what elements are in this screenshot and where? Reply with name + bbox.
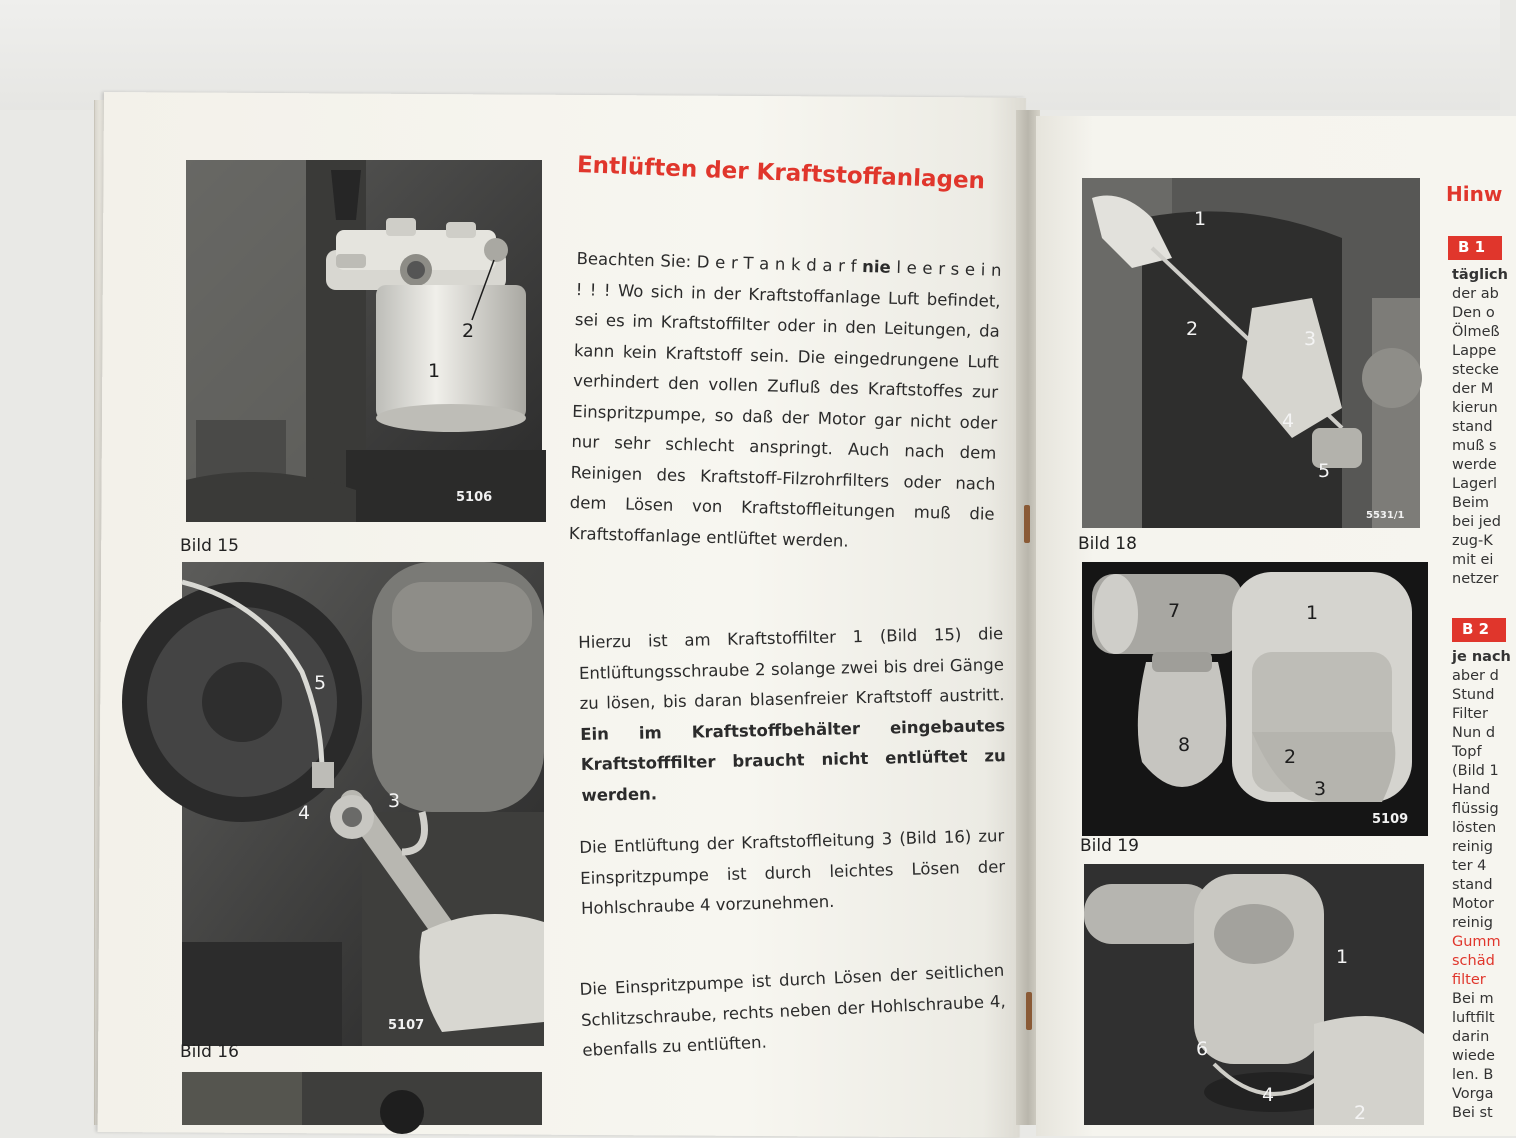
text-line: Topf <box>1452 744 1482 760</box>
oil-bath-filter-illustration <box>1084 864 1424 1125</box>
right-heading: Hinw <box>1446 182 1503 206</box>
photo-fuel-line <box>182 562 544 1046</box>
section-heading: Entlüften der Kraftstoffanlagen <box>576 152 986 195</box>
text-line: werde <box>1452 457 1497 473</box>
text-line: schäd <box>1452 953 1495 969</box>
text-line: Bei st <box>1452 1105 1493 1121</box>
partial-photo-illustration <box>182 1072 542 1125</box>
paragraph-procedure <box>578 619 1007 811</box>
photo-code: 5107 <box>388 1018 425 1033</box>
callout-5: 5 <box>1318 460 1331 482</box>
text-line: Motor <box>1452 896 1494 912</box>
callout-1: 1 <box>1306 602 1319 624</box>
text-line: zug-K <box>1452 533 1493 549</box>
photo-oil-bath-filter <box>1084 864 1424 1125</box>
photo-code: 5109 <box>1372 812 1409 827</box>
photo-dipstick <box>1082 178 1420 528</box>
badge-b1: B 1 <box>1448 236 1502 260</box>
text-line: Lappe <box>1452 343 1497 359</box>
figure-caption-15: Bild 15 <box>180 536 239 556</box>
text-line: Hand <box>1452 782 1491 798</box>
callout-2: 2 <box>1186 318 1199 340</box>
text-line: ter 4 <box>1452 858 1487 874</box>
callout-2: 2 <box>1284 746 1297 768</box>
text-line: darin <box>1452 1029 1490 1045</box>
text-line: täglich <box>1452 267 1508 283</box>
text-line: netzer <box>1452 571 1499 587</box>
paragraph-procedure-bold: Ein im Kraftstoffbehälter eingebautes Kraftstofffilter braucht nicht entlüftet zu werden. <box>580 715 1006 805</box>
fuel-line-illustration <box>182 562 544 1046</box>
text-line: Den o <box>1452 305 1495 321</box>
callout-3: 3 <box>1304 328 1317 350</box>
staple-bottom <box>1026 992 1032 1030</box>
paragraph-injection-pump: Die Einspritzpumpe ist durch Lösen der seitlichen Schlitzschraube, rechts neben der Hohlschraube 4, ebenfalls zu entlüften. <box>579 960 1007 1060</box>
callout-6: 6 <box>1196 1038 1209 1060</box>
callout-1: 1 <box>1336 946 1349 968</box>
text-line: aber d <box>1452 668 1499 684</box>
right-column-text-1 <box>1452 266 1512 589</box>
callout-1: 1 <box>1194 208 1207 230</box>
text-line: stand <box>1452 877 1493 893</box>
paragraph-fuel-line: Die Entlüftung der Kraftstoffleitung 3 (Bild 16) zur Einspritzpumpe ist durch leichtes Lösen der Hohlschraube 4 vorzunehmen. <box>579 826 1006 918</box>
text-line: mit ei <box>1452 552 1494 568</box>
text-line: (Bild 1 <box>1452 763 1499 779</box>
text-line: muß s <box>1452 438 1497 454</box>
callout-5: 5 <box>314 672 327 694</box>
text-line: bei jed <box>1452 514 1501 530</box>
dipstick-illustration <box>1082 178 1420 528</box>
text-line: der M <box>1452 381 1494 397</box>
text-line: Nun d <box>1452 725 1496 741</box>
photo-air-filter <box>1082 562 1428 836</box>
text-line: stecke <box>1452 362 1499 378</box>
callout-1: 1 <box>428 360 441 382</box>
text-line: Beim <box>1452 495 1490 511</box>
figure-caption-16: Bild 16 <box>180 1042 239 1062</box>
callout-2: 2 <box>1354 1102 1367 1124</box>
text-line: lösten <box>1452 820 1497 836</box>
paragraph-procedure-part1: Hierzu ist am Kraftstoffilter 1 (Bild 15) die Entlüftungsschraube 2 solange zwei bis drei Gänge zu lösen, bis daran blasenfreier Kraftstoff austritt. <box>578 624 1005 713</box>
callout-4: 4 <box>1262 1084 1275 1106</box>
figure-caption-18: Bild 18 <box>1078 534 1137 554</box>
photo-bottom-partial <box>182 1072 542 1125</box>
text-line: reinig <box>1452 839 1494 855</box>
callout-leader-lines <box>186 160 542 522</box>
text-line: je nach <box>1452 649 1511 665</box>
text-line: len. B <box>1452 1067 1494 1083</box>
text-line: luftfilt <box>1452 1010 1495 1026</box>
text-line: Stund <box>1452 687 1495 703</box>
figure-caption-19: Bild 19 <box>1080 836 1139 856</box>
emphasis-nie: nie <box>861 256 891 277</box>
paragraph-intro <box>568 244 1001 561</box>
callout-4: 4 <box>298 802 311 824</box>
paragraph-intro-part1: Beachten Sie: D e r T a n k d a r f <box>576 248 863 276</box>
callout-3: 3 <box>388 790 401 812</box>
text-line: Filter <box>1452 706 1488 722</box>
text-line: kierun <box>1452 400 1498 416</box>
text-line: stand <box>1452 419 1493 435</box>
callout-8: 8 <box>1178 734 1191 756</box>
photo-code: 5106 <box>456 490 493 505</box>
callout-4: 4 <box>1282 410 1295 432</box>
text-line: Vorga <box>1452 1086 1494 1102</box>
text-line: Gumm <box>1452 934 1501 950</box>
text-line: Ölmeß <box>1452 324 1500 340</box>
text-line: flüssig <box>1452 801 1499 817</box>
air-filter-illustration <box>1082 562 1428 836</box>
photo-code: 5531/1 <box>1366 510 1405 521</box>
staple-top <box>1024 505 1030 543</box>
callout-2: 2 <box>462 320 475 342</box>
callout-7: 7 <box>1168 600 1181 622</box>
right-column-text-2 <box>1452 648 1512 1123</box>
text-line: filter <box>1452 972 1486 988</box>
text-line: Bei m <box>1452 991 1494 1007</box>
paragraph-intro-part2: l e e r s e i n ! ! ! Wo sich in der Kraftstoffanlage Luft befindet, sei es im Kraftstoffilter oder in den Leitungen, da kann kein Kraftstoff sein. Die eingedrungene Luft verhindert den vollen Zufluß des Kraftstoffes zur Einspritzpumpe, so daß der Motor gar nicht oder nur sehr schlecht anspringt. Auch nach dem Reinigen des Kraftstoff-Filzrohrfilters oder nach dem Lösen von Kraftstoffleitungen muß die Kraftstoffanlage entlüftet werden. <box>568 257 1002 551</box>
badge-b2: B 2 <box>1452 618 1506 642</box>
callout-3: 3 <box>1314 778 1327 800</box>
photo-fuel-filter <box>186 160 542 522</box>
text-line: reinig <box>1452 915 1494 931</box>
text-line: Lagerl <box>1452 476 1498 492</box>
text-line: der ab <box>1452 286 1499 302</box>
text-line: wiede <box>1452 1048 1495 1064</box>
